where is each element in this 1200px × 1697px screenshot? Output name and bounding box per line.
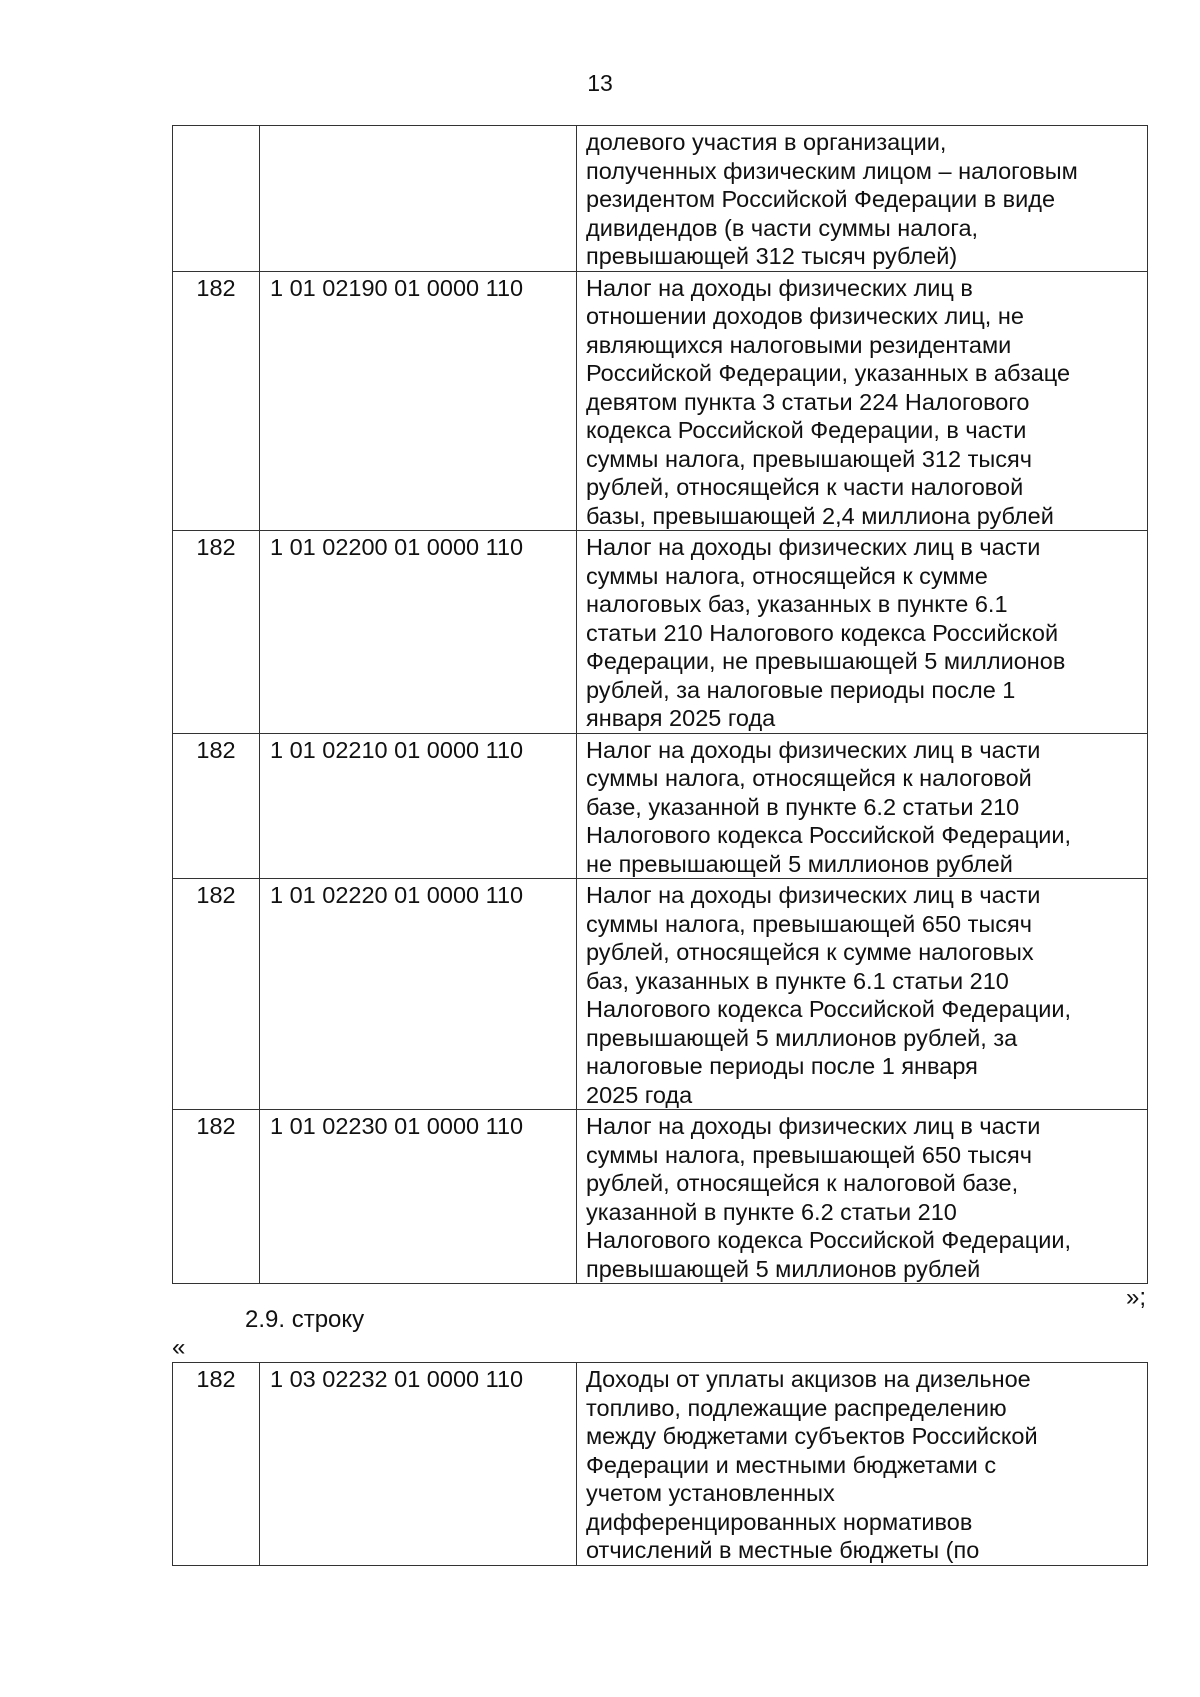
description-cell: Налог на доходы физических лиц в отношении доходов физических лиц, не являющихся налоговыми резидентами Российской Федерации, указанных в абзаце девятом пункта 3 статьи 224 Налогового кодекса Российской Федерации, в части суммы налога, превышающей 312 тысяч рублей, относящейся к части налоговой базы, превышающей 2,4 миллиона рублей [577,271,1148,531]
table-row [173,1363,1148,1566]
page-number: 13 [587,70,613,96]
admin-code-cell: 182 [173,271,260,531]
admin-code-cell: 182 [173,879,260,1110]
table-row [173,271,1148,531]
budget-code-cell: 1 01 02220 01 0000 110 [260,879,577,1110]
table-row [173,126,1148,272]
item-caption: 2.9. строку [245,1306,365,1333]
admin-code-cell: 182 [173,733,260,879]
budget-code-cell: 1 03 02232 01 0000 110 [260,1363,577,1566]
budget-code-cell: 1 01 02200 01 0000 110 [260,531,577,734]
description-cell: Налог на доходы физических лиц в части суммы налога, относящейся к сумме налоговых баз, указанных в пункте 6.1 статьи 210 Налогового кодекса Российской Федерации, не превышающей 5 миллионов рублей, за налоговые периоды после 1 января 2025 года [577,531,1148,734]
opening-quote: « [172,1334,186,1361]
budget-code-cell [260,126,577,272]
budget-code-cell: 1 01 02230 01 0000 110 [260,1110,577,1284]
table-row [173,733,1148,879]
description-cell: Налог на доходы физических лиц в части суммы налога, относящейся к налоговой базе, указанной в пункте 6.2 статьи 210 Налогового кодекса Российской Федерации, не превышающей 5 миллионов рублей [577,733,1148,879]
description-cell: долевого участия в организации, полученных физическим лицом – налоговым резидентом Российской Федерации в виде дивидендов (в части суммы налога, превышающей 312 тысяч рублей) [577,126,1148,272]
revenue-codes-table [172,125,1148,1284]
admin-code-cell: 182 [173,1110,260,1284]
admin-code-cell [173,126,260,272]
admin-code-cell: 182 [173,531,260,734]
table-row [173,879,1148,1110]
admin-code-cell: 182 [173,1363,260,1566]
excise-codes-table [172,1362,1148,1566]
description-cell: Доходы от уплаты акцизов на дизельное топливо, подлежащие распределению между бюджетами субъектов Российской Федерации и местными бюджетами с учетом установленных дифференцированных нормативов отчислений в местные бюджеты (по [577,1363,1148,1566]
description-cell: Налог на доходы физических лиц в части суммы налога, превышающей 650 тысяч рублей, относящейся к сумме налоговых баз, указанных в пункте 6.1 статьи 210 Налогового кодекса Российской Федерации, превышающей 5 миллионов рублей, за налоговые периоды после 1 января 2025 года [577,879,1148,1110]
closing-quote: »; [1126,1284,1147,1311]
table-row [173,1110,1148,1284]
table-row [173,531,1148,734]
description-cell: Налог на доходы физических лиц в части суммы налога, превышающей 650 тысяч рублей, относящейся к налоговой базе, указанной в пункте 6.2 статьи 210 Налогового кодекса Российской Федерации, превышающей 5 миллионов рублей [577,1110,1148,1284]
budget-code-cell: 1 01 02190 01 0000 110 [260,271,577,531]
budget-code-cell: 1 01 02210 01 0000 110 [260,733,577,879]
